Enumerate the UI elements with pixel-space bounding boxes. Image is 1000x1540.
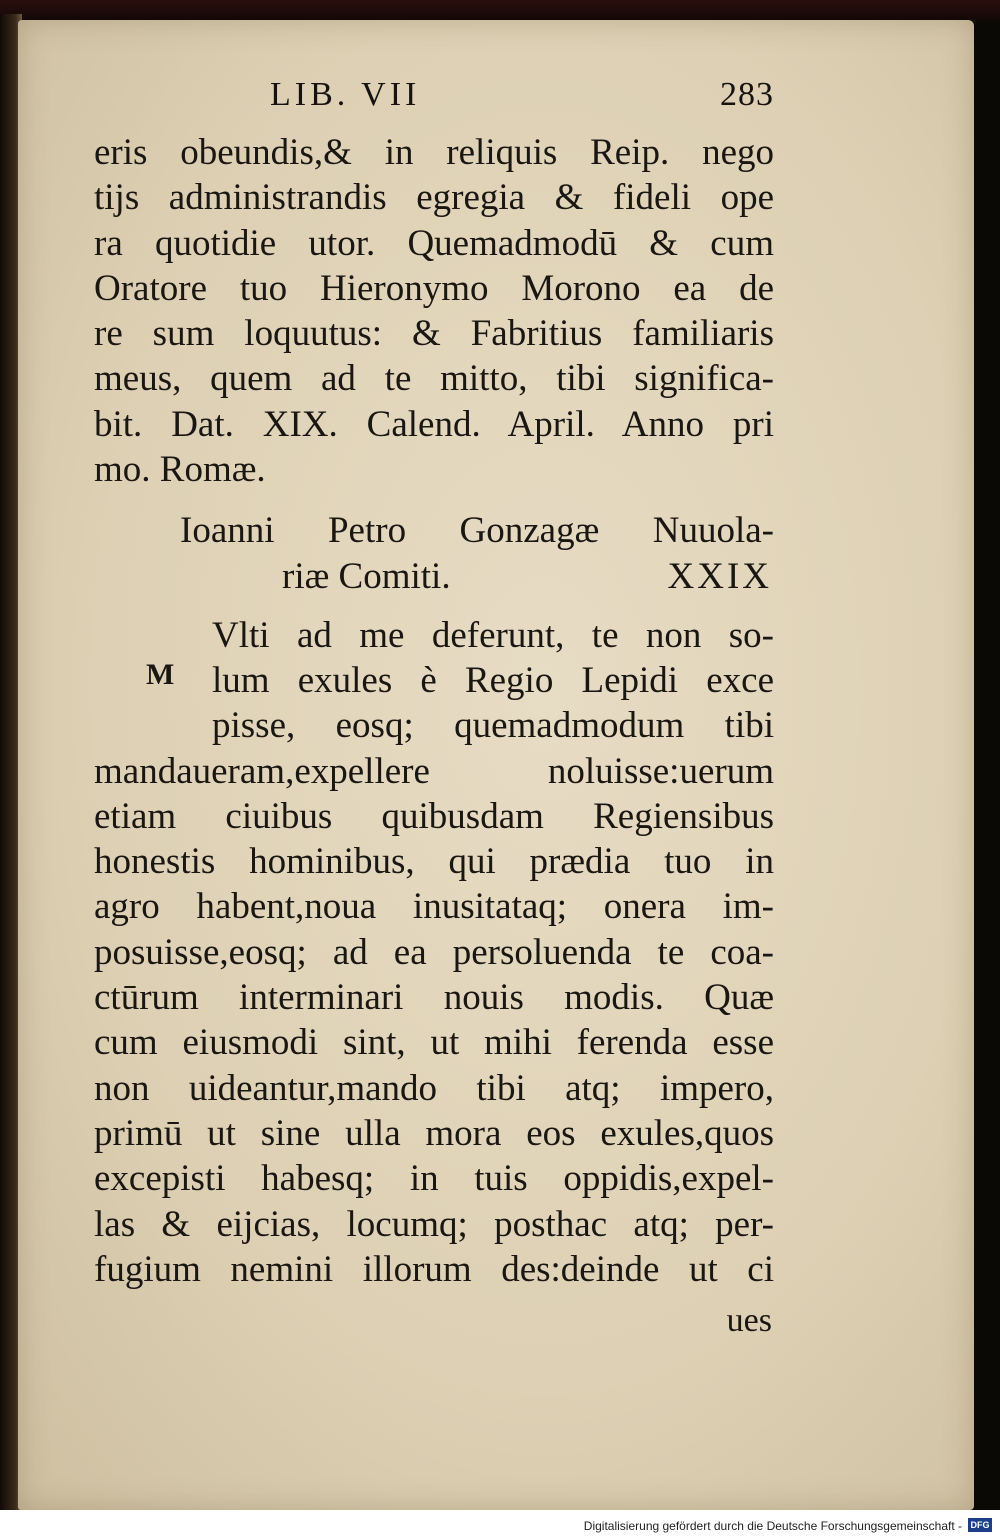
text-line: mandaueram,expellere noluisse:uerum bbox=[94, 750, 774, 792]
text-line: fugium nemini illorum des:deinde ut ci bbox=[94, 1248, 774, 1290]
text-line: excepisti habesq; in tuis oppidis,expel- bbox=[94, 1158, 774, 1200]
text-line: tijs administrandis egregia & fideli ope bbox=[94, 177, 774, 219]
text-line: primū ut sine ulla mora eos exules,quos bbox=[94, 1112, 774, 1154]
letter-heading-line-2 bbox=[94, 554, 774, 599]
text-line: etiam ciuibus quibusdam Regiensibus bbox=[94, 795, 774, 837]
text-line: eris obeundis,& in reliquis Reip. nego bbox=[94, 132, 774, 173]
letter-end-section bbox=[94, 130, 774, 492]
text-line: bit. Dat. XIX. Calend. April. Anno pri bbox=[94, 403, 774, 445]
text-line: pisse, eosq; quemadmodum tibi bbox=[212, 705, 774, 747]
text-line: meus, quem ad te mitto, tibi significa- bbox=[94, 358, 774, 400]
text-line: posuisse,eosq; ad ea persoluenda te coa- bbox=[94, 931, 774, 973]
running-head-title: LIB. VII bbox=[270, 76, 421, 113]
letter-opening bbox=[94, 613, 774, 749]
letter-heading bbox=[94, 508, 774, 598]
text-line: las & eijcias, locumq; posthac atq; per- bbox=[94, 1203, 774, 1245]
letter-heading-recipient: riæ Comiti. bbox=[282, 555, 451, 597]
initial-line-wrap bbox=[94, 658, 774, 703]
text-line: mo. Romæ. bbox=[94, 449, 266, 491]
text-line: re sum loquutus: & Fabritius familiaris bbox=[94, 313, 774, 355]
text-line: Oratore tuo Hieronymo Morono ea de bbox=[94, 267, 774, 309]
book-top-edge bbox=[0, 0, 1000, 20]
book-page bbox=[18, 20, 974, 1510]
dfg-logo: DFG bbox=[968, 1518, 992, 1532]
letter-heading-line-1: Ioanni Petro Gonzagæ Nuuola- bbox=[180, 510, 774, 552]
digitization-footer bbox=[0, 1510, 1000, 1540]
running-head bbox=[94, 76, 774, 130]
text-line: honestis hominibus, qui prædia tuo in bbox=[94, 841, 774, 883]
text-line: non uideantur,mando tibi atq; impero, bbox=[94, 1067, 774, 1109]
initial-letter: M bbox=[146, 657, 176, 691]
text-line: lum exules è Regio Lepidi exce bbox=[212, 659, 774, 701]
catchword: ues bbox=[726, 1302, 772, 1340]
page-number: 283 bbox=[720, 76, 774, 113]
funding-credit: Digitalisierung gefördert durch die Deutsche Forschungsgemeinschaft - bbox=[583, 1519, 962, 1533]
page-text-block bbox=[94, 76, 774, 1340]
text-line: agro habent,noua inusitataq; onera im- bbox=[94, 886, 774, 928]
text-line: ctūrum interminari nouis modis. Quæ bbox=[94, 977, 774, 1019]
letter-number: XXIX bbox=[667, 555, 772, 597]
text-line: cum eiusmodi sint, ut mihi ferenda esse bbox=[94, 1022, 774, 1064]
text-line: Vlti ad me deferunt, te non so- bbox=[212, 614, 774, 656]
letter-body bbox=[94, 749, 774, 1293]
text-line: ra quotidie utor. Quemadmodū & cum bbox=[94, 222, 774, 264]
